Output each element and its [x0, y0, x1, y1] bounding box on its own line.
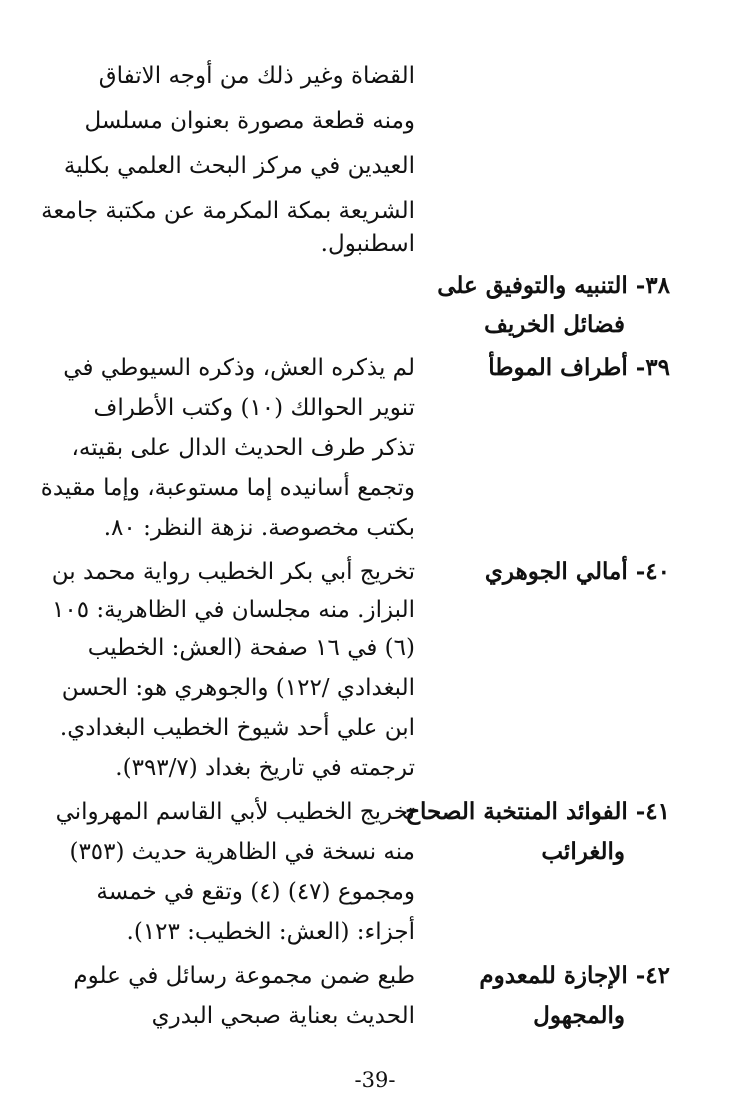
entry-40-note-line: ترجمته في تاريخ بغداد (٣٩٣/٧). — [115, 755, 415, 781]
page-number: -39- — [354, 1068, 396, 1092]
entry-41-note-line: تخريج الخطيب لأبي القاسم المهرواني — [55, 799, 415, 825]
entry-40-note-line: (٦) في ١٦ صفحة (العش: الخطيب — [87, 635, 415, 661]
entry-40-note-line: ابن علي أحد شيوخ الخطيب البغدادي. — [59, 715, 415, 741]
intro-note-line: القضاة وغير ذلك من أوجه الاتفاق — [98, 63, 415, 89]
entry-41-note-line: ومجموع (٤٧) (٤) وتقع في خمسة — [96, 879, 415, 905]
entry-42-title: ٤٢- الإجازة للمعدوم — [479, 962, 670, 989]
entry-41-title-cont: والغرائب — [541, 838, 625, 865]
entry-42-note-line: طبع ضمن مجموعة رسائل في علوم — [73, 963, 415, 989]
entry-38-title: ٣٨- التنبيه والتوفيق على — [437, 272, 670, 299]
entry-39-note-line: بكتب مخصوصة. نزهة النظر: ٨٠. — [103, 515, 415, 541]
entry-38-title-cont: فضائل الخريف — [484, 311, 625, 338]
intro-note-line: العيدين في مركز البحث العلمي بكلية — [63, 153, 415, 179]
intro-note-line: ومنه قطعة مصورة بعنوان مسلسل — [84, 108, 415, 134]
entry-39-note-line: وتجمع أسانيده إما مستوعبة، وإما مقيدة — [40, 475, 415, 501]
entry-42-title-cont: والمجهول — [533, 1002, 625, 1029]
entry-39-note-line: لم يذكره العش، وذكره السيوطي في — [63, 355, 415, 381]
entry-40-note-line: البغدادي /١٢٢) والجوهري هو: الحسن — [61, 675, 415, 701]
entry-40-note-line: البزاز. منه مجلسان في الظاهرية: ١٠٥ — [52, 597, 415, 623]
entry-39-title: ٣٩- أطراف الموطأ — [488, 354, 670, 381]
entry-42-note-line: الحديث بعناية صبحي البدري — [151, 1003, 415, 1029]
entry-41-note-line: أجزاء: (العش: الخطيب: ١٢٣). — [126, 919, 415, 945]
entry-41-note-line: منه نسخة في الظاهرية حديث (٣٥٣) — [69, 839, 415, 865]
intro-note-line: الشريعة بمكة المكرمة عن مكتبة جامعة — [41, 198, 415, 224]
entry-39-note-line: تنوير الحوالك (١٠) وكتب الأطراف — [93, 395, 415, 421]
entry-40-title: ٤٠- أمالي الجوهري — [484, 558, 670, 585]
entry-41-title: ٤١- الفوائد المنتخبة الصحاح — [405, 798, 670, 825]
entry-39-note-line: تذكر طرف الحديث الدال على بقيته، — [71, 435, 415, 461]
entry-40-note-line: تخريج أبي بكر الخطيب رواية محمد بن — [51, 559, 415, 585]
intro-note-line: اسطنبول. — [320, 231, 415, 257]
